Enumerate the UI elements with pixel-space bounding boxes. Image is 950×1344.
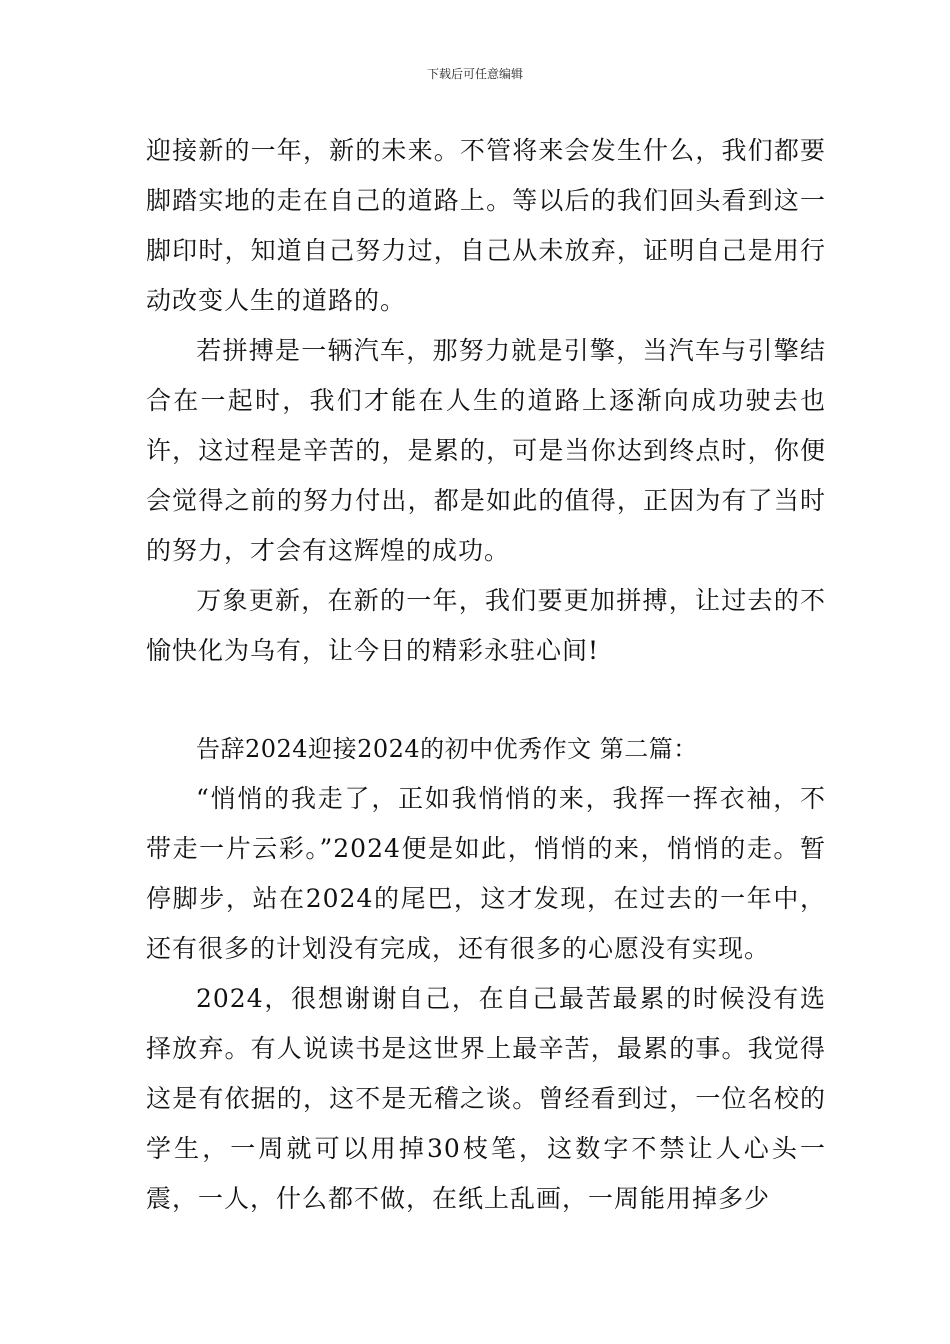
paragraph-5-text: 2024，很想谢谢自己，在自己最苦最累的时候没有选择放弃。有人说读书是这世界上最辛苦，最累的事。我觉得这是有依据的，这不是无稽之谈。曾经看到过，一位名校的学生，一周就可以用掉30枝笔，这数字不禁让人心头一震，一人，什么都不做，在纸上乱画，一周能用掉多少 [146,984,826,1213]
paragraph-3-text: 万象更新，在新的一年，我们要更加拼搏，让过去的不愉快化为乌有，让今日的精彩永驻心间! [146,586,826,665]
paragraph-1: 迎接新的一年，新的未来。不管将来会发生什么，我们都要脚踏实地的走在自己的道路上。等以后的我们回头看到这一脚印时，知道自己努力过，自己从未放弃，证明自己是用行动改变人生的道路的。 [146,136,826,315]
document-body [146,126,826,1224]
paragraph-3 [146,576,826,676]
paragraph-4-text: “悄悄的我走了，正如我悄悄的来，我挥一挥衣袖，不带走一片云彩。”2024便是如此，悄悄的来，悄悄的走。暂停脚步，站在2024的尾巴，这才发现，在过去的一年中，还有很多的计划没有完成，还有很多的心愿没有实现。 [146,784,826,963]
section-title: 告辞2024迎接2024的初中优秀作文 第二篇： [196,735,698,763]
paragraph-4 [146,774,826,974]
paragraph-2-text: 若拼搏是一辆汽车，那努力就是引擎，当汽车与引擎结合在一起时，我们才能在人生的道路上逐渐向成功驶去也许，这过程是辛苦的，是累的，可是当你达到终点时，你便会觉得之前的努力付出，都是如此的值得，正因为有了当时的努力，才会有这辉煌的成功。 [146,336,826,565]
page-header-note: 下载后可任意编辑 [426,67,523,81]
section-gap [146,676,826,724]
paragraph-5 [146,974,826,1224]
paragraph-2 [146,326,826,576]
